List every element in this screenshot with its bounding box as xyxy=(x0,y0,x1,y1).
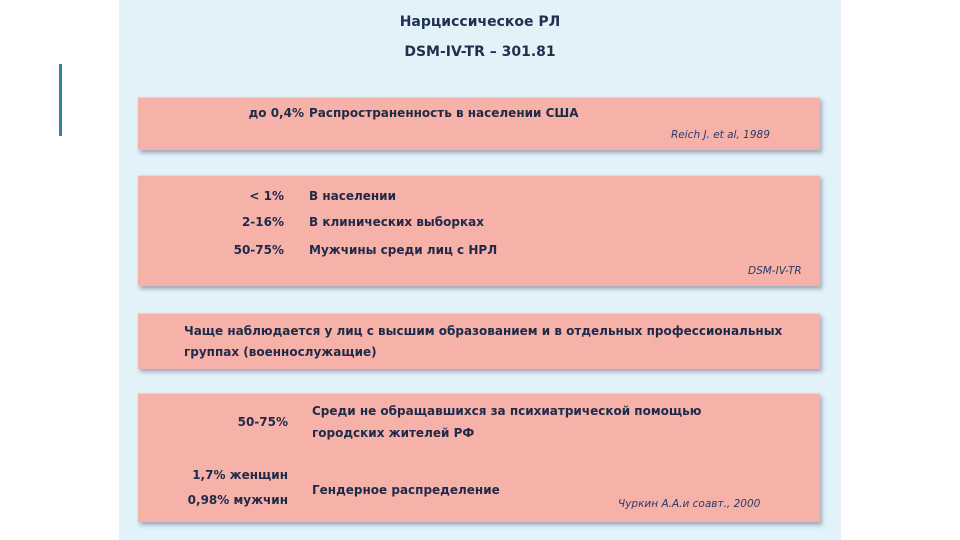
row-value: 50-75% xyxy=(233,243,284,257)
education-note-box xyxy=(138,313,820,369)
note-line-1: Чаще наблюдается у лиц с высшим образованием и в отдельных профессиональных xyxy=(184,324,783,338)
slide xyxy=(119,0,841,540)
russia-prevalence-box xyxy=(138,393,820,522)
women-value: 1,7% женщин xyxy=(192,468,288,482)
note-line-2: группах (военнослужащие) xyxy=(184,345,377,359)
accent-bar xyxy=(59,64,62,136)
russia-label-line-2: городских жителей РФ xyxy=(312,426,475,440)
row-label: В населении xyxy=(309,189,396,203)
source-citation: Reich J. et al, 1989 xyxy=(671,129,770,141)
slide-subtitle: DSM-IV-TR – 301.81 xyxy=(404,44,556,60)
row-label: Мужчины среди лиц с НРЛ xyxy=(309,243,498,257)
row-value: < 1% xyxy=(249,189,284,203)
slide-title: Нарциссическое РЛ xyxy=(399,14,561,30)
russia-value: 50-75% xyxy=(237,415,288,429)
prevalence-label: Распространенность в населении США xyxy=(309,106,579,120)
row-label: В клинических выборках xyxy=(309,215,484,229)
men-value: 0,98% мужчин xyxy=(187,493,288,507)
gender-label: Гендерное распределение xyxy=(312,483,500,497)
prevalence-value: до 0,4% xyxy=(248,106,304,120)
source-citation: Чуркин А.А.и соавт., 2000 xyxy=(618,498,761,510)
prevalence-usa-box xyxy=(138,97,820,150)
prevalence-groups-box xyxy=(138,175,820,286)
source-citation: DSM-IV-TR xyxy=(748,265,802,277)
russia-label-line-1: Среди не обращавшихся за психиатрической помощью xyxy=(312,404,702,418)
row-value: 2-16% xyxy=(241,215,284,229)
